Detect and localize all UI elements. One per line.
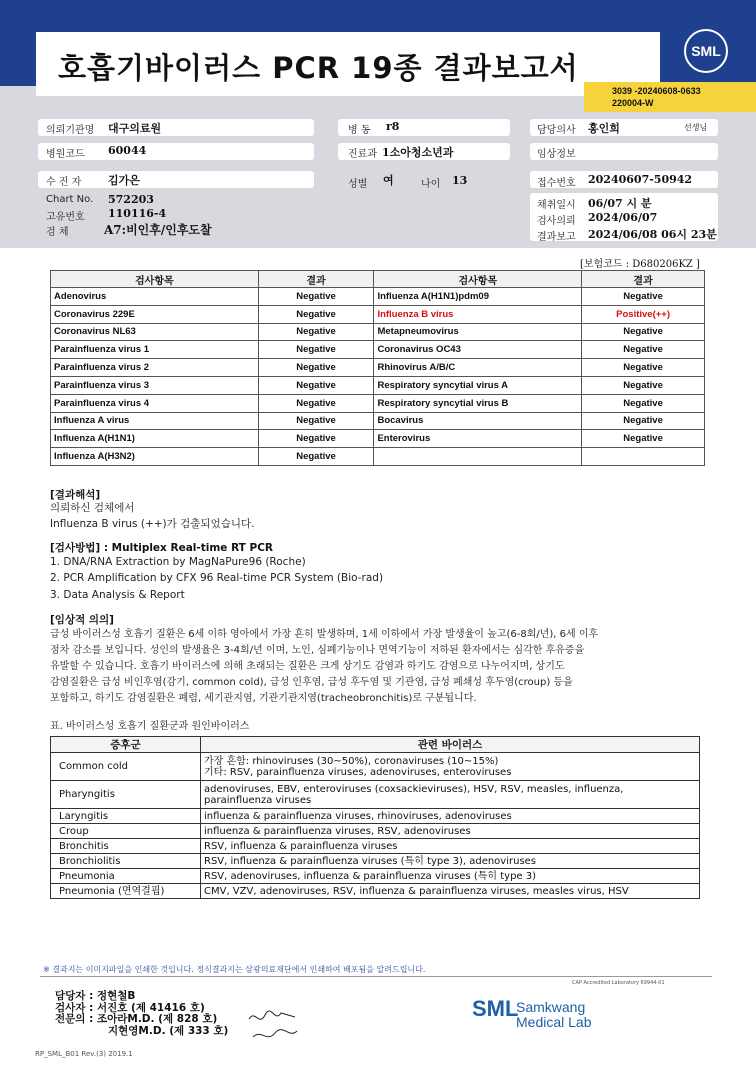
test-result: Negative bbox=[258, 288, 374, 306]
disease-table bbox=[50, 736, 700, 899]
table-row bbox=[51, 376, 705, 394]
interpretation-line2: Influenza B virus (++)가 검출되었습니다. bbox=[50, 518, 255, 530]
clinical-line: 감염질환은 급성 비인후염(감기, common cold), 급성 인후염, 급성 후두염 및 기관염, 급성 폐쇄성 후두염(croup) 등을 bbox=[50, 677, 573, 688]
virus-list: RSV, influenza & parainfluenza viruses (특히 type 3), adenoviruses bbox=[201, 854, 700, 869]
test-name bbox=[374, 448, 582, 466]
test-name-positive: Influenza B virus bbox=[374, 305, 582, 323]
table-row bbox=[51, 839, 700, 854]
collect-label: 채취일시 bbox=[537, 200, 576, 211]
virus-list: CMV, VZV, adenoviruses, RSV, influenza & parainfluenza viruses, measles virus, HSV bbox=[201, 884, 700, 899]
sex-label: 성별 bbox=[348, 179, 368, 190]
receipt-label: 접수번호 bbox=[537, 178, 576, 189]
virus-list-line: 기타: RSV, parainfluenza viruses, adenoviruses, enteroviruses bbox=[204, 766, 512, 778]
test-name: Respiratory syncytial virus B bbox=[374, 394, 582, 412]
table-row bbox=[51, 884, 700, 899]
report-code-line1: 3039 -20240608-0633 bbox=[612, 86, 701, 96]
report-date-value: 2024/06/08 06시 23분 bbox=[588, 228, 717, 241]
collect-value: 06/07 시 분 bbox=[588, 197, 652, 210]
test-result: Negative bbox=[258, 323, 374, 341]
test-name: Parainfluenza virus 4 bbox=[51, 394, 259, 412]
signature bbox=[245, 1005, 301, 1045]
test-name: Coronavirus 229E bbox=[51, 305, 259, 323]
table-row bbox=[51, 288, 705, 306]
test-name: Metapneumovirus bbox=[374, 323, 582, 341]
ward-value: r8 bbox=[386, 120, 400, 133]
virus-list-line: parainfluenza viruses bbox=[204, 794, 312, 806]
disease-table-caption: 표. 바이러스성 호흡기 질환군과 원인바이러스 bbox=[50, 721, 250, 732]
chart-label: Chart No. bbox=[46, 194, 94, 205]
syndrome-name: Pneumonia bbox=[51, 869, 201, 884]
test-result: Negative bbox=[258, 341, 374, 359]
virus-list: influenza & parainfluenza viruses, rhinoviruses, adenoviruses bbox=[201, 809, 700, 824]
test-name: Respiratory syncytial virus A bbox=[374, 376, 582, 394]
hospital-code-value: 60044 bbox=[108, 144, 147, 157]
method-step: 1. DNA/RNA Extraction by MagNaPure96 (Roche) bbox=[50, 556, 306, 568]
specimen-label: 검 체 bbox=[46, 227, 69, 238]
test-result: Negative bbox=[582, 394, 705, 412]
virus-list-line: adenoviruses, EBV, enteroviruses (coxsackieviruses), HSV, RSV, measles, influenza, bbox=[204, 783, 624, 795]
sex-value: 여 bbox=[383, 174, 394, 187]
table-row bbox=[51, 305, 705, 323]
header-test-item-1: 검사항목 bbox=[51, 271, 259, 288]
table-row bbox=[51, 781, 700, 809]
table-row bbox=[51, 412, 705, 430]
header-syndrome: 증후군 bbox=[51, 737, 201, 753]
test-name: Parainfluenza virus 1 bbox=[51, 341, 259, 359]
chart-value: 572203 bbox=[108, 193, 154, 206]
report-title: 호흡기바이러스 PCR 19종 결과보고서 bbox=[58, 51, 579, 85]
virus-list bbox=[201, 781, 700, 809]
request-label: 검사의뢰 bbox=[537, 216, 576, 227]
table-row bbox=[51, 809, 700, 824]
doctor-label: 담당의사 bbox=[537, 125, 576, 136]
footer-notice: ※ 결과지는 이미지파일을 인쇄한 것입니다. 정식결과지는 삼광의료재단에서 인쇄하여 배포됨을 알려드립니다. bbox=[43, 965, 426, 974]
patient-name: 김가은 bbox=[108, 174, 140, 187]
table-row bbox=[51, 341, 705, 359]
clinical-line: 유발할 수 있습니다. 호흡기 바이러스에 의해 초래되는 질환은 크게 상기도 감염과 하기도 감염으로 나누어지며, 상기도 bbox=[50, 661, 565, 672]
test-result: Negative bbox=[582, 430, 705, 448]
header-virus: 관련 바이러스 bbox=[201, 737, 700, 753]
syndrome-name: Bronchiolitis bbox=[51, 854, 201, 869]
test-result: Negative bbox=[258, 394, 374, 412]
table-row bbox=[51, 394, 705, 412]
test-name: Bocavirus bbox=[374, 412, 582, 430]
syndrome-name: Laryngitis bbox=[51, 809, 201, 824]
sml-logo: SML bbox=[684, 29, 728, 73]
samkwang-logo: SML bbox=[472, 996, 519, 1021]
insurance-code: [보험코드 : D680206KZ ] bbox=[580, 259, 700, 270]
request-value: 2024/06/07 bbox=[588, 211, 658, 224]
samkwang-name bbox=[516, 1000, 592, 1030]
test-result: Negative bbox=[582, 359, 705, 377]
test-name: Coronavirus OC43 bbox=[374, 341, 582, 359]
clinical-line: 급성 바이러스성 호흡기 질환은 6세 이하 영아에서 가장 흔히 발생하며, 1세 이하에서 가장 발생율이 높고(6-8회/년), 6세 이후 bbox=[50, 629, 599, 640]
header-result-1: 결과 bbox=[258, 271, 374, 288]
test-result: Negative bbox=[258, 376, 374, 394]
test-name: Parainfluenza virus 2 bbox=[51, 359, 259, 377]
test-name: Rhinovirus A/B/C bbox=[374, 359, 582, 377]
test-result: Negative bbox=[258, 430, 374, 448]
clinical-line: 점차 감소를 보입니다. 성인의 발생율은 3-4회/년 이며, 노인, 심폐기능이나 면역기능이 저하된 환자에서는 심각한 후유증을 bbox=[50, 645, 585, 656]
samkwang-name-line1: Samkwang bbox=[516, 999, 586, 1015]
table-row bbox=[51, 430, 705, 448]
table-row bbox=[51, 869, 700, 884]
patient-label: 수 진 자 bbox=[46, 177, 82, 188]
method-step: 2. PCR Amplification by CFX 96 Real-time PCR System (Bio-rad) bbox=[50, 572, 384, 584]
virus-list-line: 가장 흔함: rhinoviruses (30~50%), coronaviruses (10~15%) bbox=[204, 755, 499, 767]
virus-list bbox=[201, 753, 700, 781]
test-name: Influenza A(H1N1) bbox=[51, 430, 259, 448]
table-row bbox=[51, 854, 700, 869]
test-result: Negative bbox=[258, 359, 374, 377]
table-row bbox=[51, 753, 700, 781]
doctor-value: 홍인희 bbox=[588, 122, 620, 135]
syndrome-name: Croup bbox=[51, 824, 201, 839]
staff-list bbox=[55, 991, 228, 1037]
dept-label: 진료과 bbox=[348, 149, 377, 160]
results-header-row bbox=[51, 271, 705, 288]
test-result: Negative bbox=[258, 448, 374, 466]
interpretation-heading: [결과해석] bbox=[50, 489, 101, 501]
dept-value: 1소아청소년과 bbox=[382, 146, 454, 159]
form-id: RP_SML_B01 Rev.(3) 2019.1 bbox=[35, 1050, 133, 1058]
virus-list: RSV, influenza & parainfluenza viruses bbox=[201, 839, 700, 854]
test-result: Negative bbox=[582, 341, 705, 359]
test-name: Influenza A(H1N1)pdm09 bbox=[374, 288, 582, 306]
test-result: Negative bbox=[582, 412, 705, 430]
results-table bbox=[50, 270, 705, 466]
virus-list: RSV, adenoviruses, influenza & parainfluenza viruses (특히 type 3) bbox=[201, 869, 700, 884]
doctor-title: 선생님 bbox=[684, 123, 708, 132]
disease-header-row bbox=[51, 737, 700, 753]
clinical-info-label: 임상정보 bbox=[537, 149, 576, 160]
test-name: Influenza A(H3N2) bbox=[51, 448, 259, 466]
test-name: Influenza A virus bbox=[51, 412, 259, 430]
report-code-line2: 220004-W bbox=[612, 98, 654, 108]
test-result: Negative bbox=[258, 412, 374, 430]
staff-line: 전문의 : 조아라M.D. (제 828 호) bbox=[55, 1013, 218, 1025]
method-heading: [검사방법] : Multiplex Real-time RT PCR bbox=[50, 542, 273, 554]
method-step: 3. Data Analysis & Report bbox=[50, 589, 185, 601]
header-test-item-2: 검사항목 bbox=[374, 271, 582, 288]
id-value: 110116-4 bbox=[108, 207, 167, 220]
clinical-heading: [임상적 의의] bbox=[50, 614, 114, 626]
institution-value: 대구의료원 bbox=[108, 122, 162, 135]
test-result: Negative bbox=[258, 305, 374, 323]
test-result bbox=[582, 448, 705, 466]
cap-accreditation: CAP Accredited Laboratory 69944-01 bbox=[572, 980, 665, 986]
table-row bbox=[51, 448, 705, 466]
report-date-label: 결과보고 bbox=[537, 232, 576, 243]
test-result: Negative bbox=[582, 323, 705, 341]
test-result-positive: Positive(++) bbox=[582, 305, 705, 323]
report-code-tag bbox=[584, 82, 756, 112]
table-row bbox=[51, 323, 705, 341]
receipt-value: 20240607-50942 bbox=[588, 173, 693, 186]
test-result: Negative bbox=[582, 376, 705, 394]
staff-line: 검사자 : 서진호 (제 41416 호) bbox=[55, 1001, 205, 1014]
test-name: Adenovirus bbox=[51, 288, 259, 306]
age-value: 13 bbox=[452, 174, 468, 187]
interpretation-line1: 의뢰하신 검체에서 bbox=[50, 502, 135, 514]
institution-label: 의뢰기관명 bbox=[46, 125, 95, 136]
syndrome-name: Common cold bbox=[51, 753, 201, 781]
table-row bbox=[51, 359, 705, 377]
id-label: 고유번호 bbox=[46, 212, 85, 223]
syndrome-name: Bronchitis bbox=[51, 839, 201, 854]
ward-label: 병 동 bbox=[348, 125, 371, 136]
virus-list: influenza & parainfluenza viruses, RSV, adenoviruses bbox=[201, 824, 700, 839]
test-name: Coronavirus NL63 bbox=[51, 323, 259, 341]
staff-line: 지현영M.D. (제 333 호) bbox=[108, 1024, 229, 1037]
syndrome-name: Pneumonia (면역결핍) bbox=[51, 884, 201, 899]
age-label: 나이 bbox=[421, 179, 441, 190]
specimen-value: A7:비인후/인후도찰 bbox=[104, 223, 212, 237]
hospital-code-label: 병원코드 bbox=[46, 149, 85, 160]
test-name: Enterovirus bbox=[374, 430, 582, 448]
header-result-2: 결과 bbox=[582, 271, 705, 288]
table-row bbox=[51, 824, 700, 839]
clinical-line: 포함하고, 하기도 감염질환은 폐렴, 세기관지염, 기관기관지염(tracheobronchitis)로 구분됩니다. bbox=[50, 693, 477, 704]
syndrome-name: Pharyngitis bbox=[51, 781, 201, 809]
staff-line: 담당자 : 정현철B bbox=[55, 990, 136, 1002]
test-result: Negative bbox=[582, 288, 705, 306]
test-name: Parainfluenza virus 3 bbox=[51, 376, 259, 394]
footer-divider bbox=[40, 976, 712, 977]
samkwang-name-line2: Medical Lab bbox=[516, 1014, 592, 1030]
